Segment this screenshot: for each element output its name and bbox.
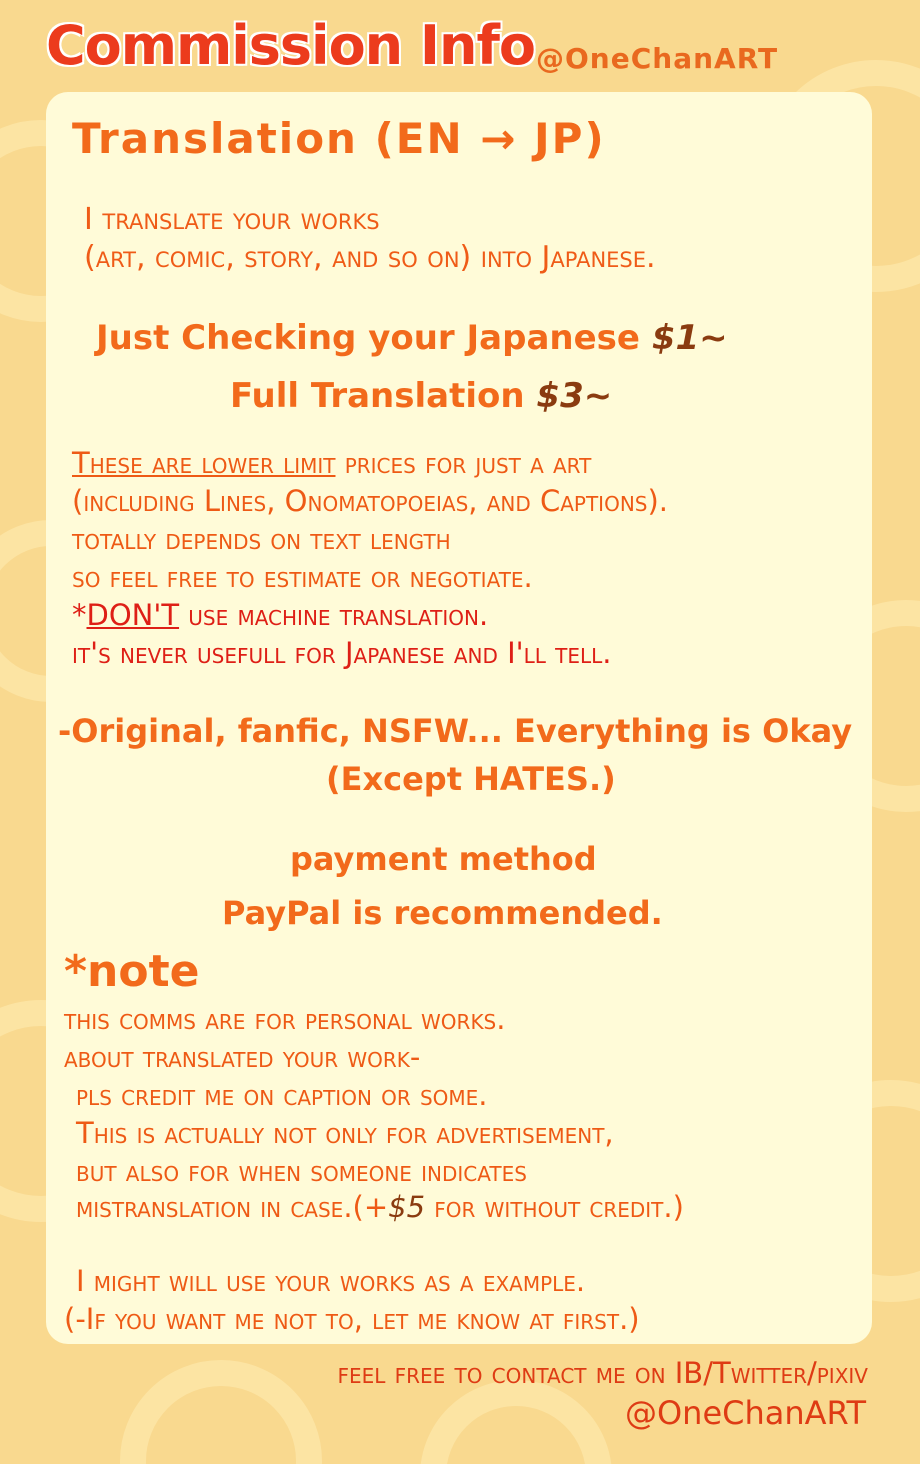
note-line-3: pls credit me on caption or some. <box>76 1078 488 1112</box>
footer-handle: @OneChanART <box>624 1394 866 1432</box>
payment-detail: PayPal is recommended. <box>222 894 663 932</box>
price-full-label: Full Translation <box>230 376 537 416</box>
intro-line-2: (art, comic, story, and so on) into Japanese. <box>84 240 656 275</box>
payment-heading: payment method <box>290 840 597 878</box>
note-line-1: this comms are for personal works. <box>64 1002 506 1036</box>
price-checking-label: Just Checking your Japanese <box>96 318 652 358</box>
note-line-6-amount: $5 <box>388 1190 426 1224</box>
note-line-6-a: mistranslation in case.(+ <box>76 1190 389 1224</box>
note-line-6-b: for without credit.) <box>425 1190 684 1224</box>
scope-line-2: (Except HATES.) <box>326 760 616 798</box>
intro-line-1: I translate your works <box>84 202 380 237</box>
scope-line-1: -Original, fanfic, NSFW... Everything is Okay <box>58 712 853 750</box>
note-line-7: I might will use your works as a example. <box>76 1264 586 1298</box>
details-line-3: totally depends on text length <box>72 522 451 556</box>
details-line-5 <box>72 598 488 632</box>
service-title: Translation (EN → JP) <box>72 114 606 163</box>
footer-contact: feel free to contact me on IB/Twitter/pixiv <box>337 1356 868 1390</box>
price-full <box>230 376 612 416</box>
details-line-5-underlined: DON'T <box>86 598 180 632</box>
note-line-8: (-If you want me not to, let me know at first.) <box>64 1302 640 1336</box>
details-line-6: it's never usefull for Japanese and I'll tell. <box>72 636 612 670</box>
price-checking <box>96 318 728 358</box>
details-line-1-underlined: These are lower limit <box>72 446 336 480</box>
page-title: Commission Info <box>46 14 536 77</box>
note-line-5: but also for when someone indicates <box>76 1154 527 1188</box>
details-line-1-rest: prices for just a art <box>335 446 592 480</box>
details-line-5-star: * <box>72 598 87 632</box>
note-line-6 <box>76 1190 684 1224</box>
price-checking-amount: $1~ <box>651 318 728 358</box>
note-line-4: This is actually not only for advertisement, <box>76 1116 614 1150</box>
details-line-1 <box>72 446 591 480</box>
details-line-4: so feel free to estimate or negotiate. <box>72 560 533 594</box>
note-line-2: about translated your work- <box>64 1040 421 1074</box>
price-full-amount: $3~ <box>536 376 613 416</box>
header-handle: @OneChanART <box>536 42 779 75</box>
details-line-2: (including Lines, Onomatopoeias, and Captions). <box>72 484 669 518</box>
details-line-5-rest: use machine translation. <box>179 598 489 632</box>
note-title: *note <box>64 946 200 997</box>
